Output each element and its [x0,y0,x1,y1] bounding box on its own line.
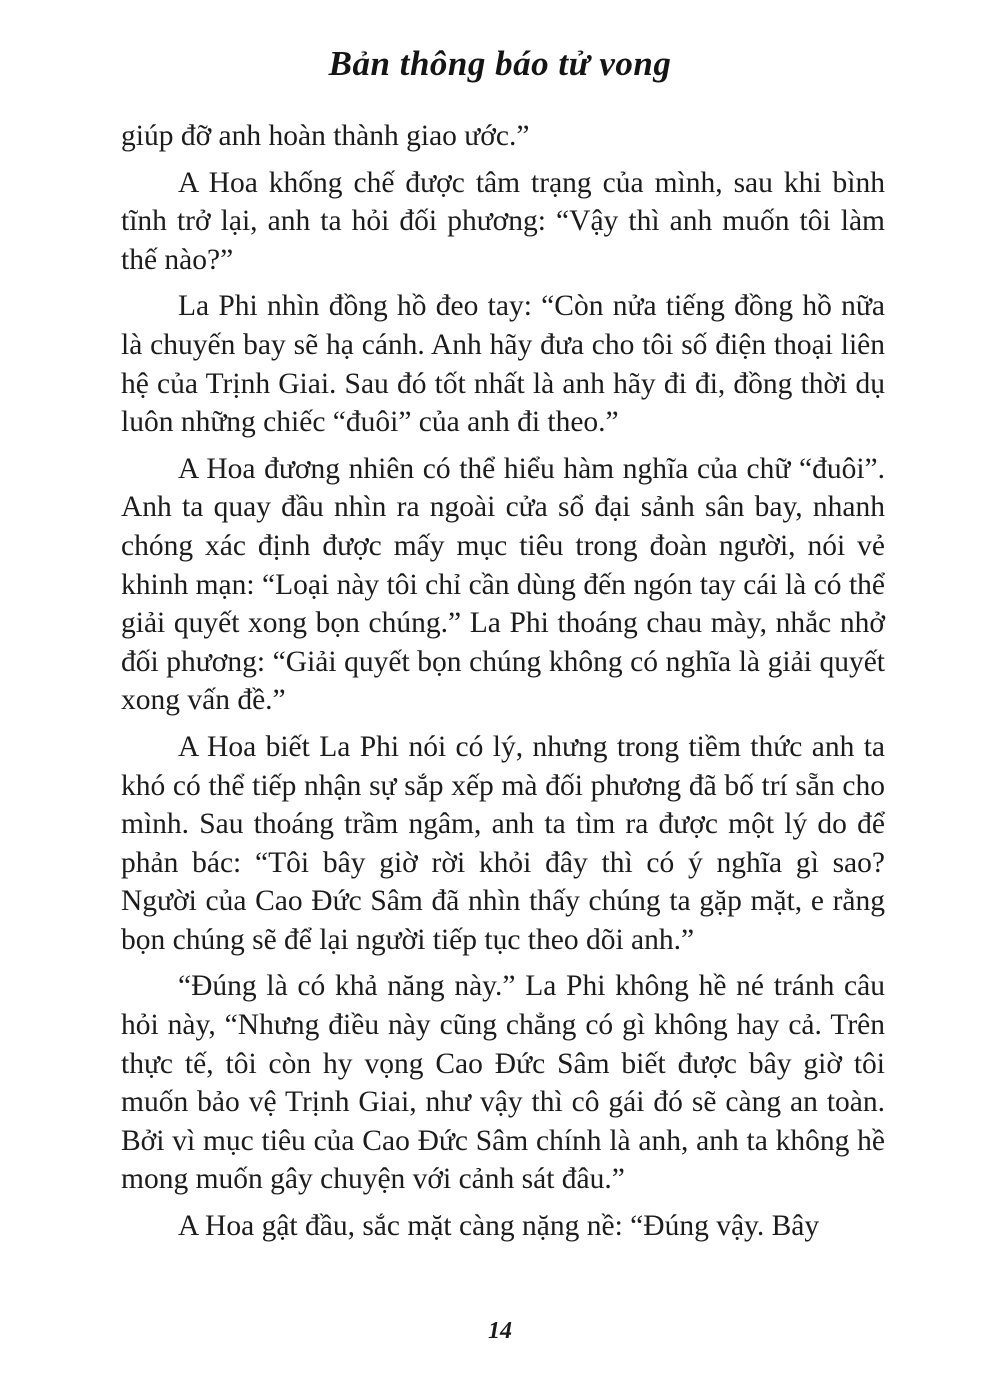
body-text [121,117,885,1254]
paragraph: A Hoa biết La Phi nói có lý, nhưng trong tiềm thức anh ta khó có thể tiếp nhận sự sắp xếp mà đối phương đã bố trí sẵn cho mình. Sau thoáng trầm ngâm, anh ta tìm ra được một lý do để phản bác: “Tôi bây giờ rời khỏi đây thì có ý nghĩa gì sao? Người của Cao Đức Sâm đã nhìn thấy chúng ta gặp mặt, e rằng bọn chúng sẽ để lại người tiếp tục theo dõi anh.” [121,730,885,956]
running-title: Bản thông báo tử vong [328,44,672,83]
paragraph: A Hoa khống chế được tâm trạng của mình, sau khi bình tĩnh trở lại, anh ta hỏi đối phương: “Vậy thì anh muốn tôi làm thế nào?” [121,166,885,276]
paragraph: La Phi nhìn đồng hồ đeo tay: “Còn nửa tiếng đồng hồ nữa là chuyến bay sẽ hạ cánh. Anh hãy đưa cho tôi số điện thoại liên hệ của Trịnh Giai. Sau đó tốt nhất là anh hãy đi đi, đồng thời dụ luôn những chiếc “đuôi” của anh đi theo.” [121,290,885,439]
paragraph: A Hoa gật đầu, sắc mặt càng nặng nề: “Đúng vậy. Bây [178,1210,820,1243]
paragraph: “Đúng là có khả năng này.” La Phi không hề né tránh câu hỏi này, “Nhưng điều này cũng chẳng có gì không hay cả. Trên thực tế, tôi còn hy vọng Cao Đức Sâm biết được bây giờ tôi muốn bảo vệ Trịnh Giai, như vậy thì cô gái đó sẽ càng an toàn. Bởi vì mục tiêu của Cao Đức Sâm chính là anh, anh ta không hề mong muốn gây chuyện với cảnh sát đâu.” [121,970,885,1196]
page-number: 14 [488,1318,512,1344]
paragraph: A Hoa đương nhiên có thể hiểu hàm nghĩa của chữ “đuôi”. Anh ta quay đầu nhìn ra ngoài cửa sổ đại sảnh sân bay, nhanh chóng xác định được mấy mục tiêu trong đoàn người, nói vẻ khinh mạn: “Loại này tôi chỉ cần dùng đến ngón tay cái là có thể giải quyết xong bọn chúng.” La Phi thoáng chau mày, nhắc nhở đối phương: “Giải quyết bọn chúng không có nghĩa là giải quyết xong vấn đề.” [121,452,885,717]
paragraph: giúp đỡ anh hoàn thành giao ước.” [121,120,530,152]
